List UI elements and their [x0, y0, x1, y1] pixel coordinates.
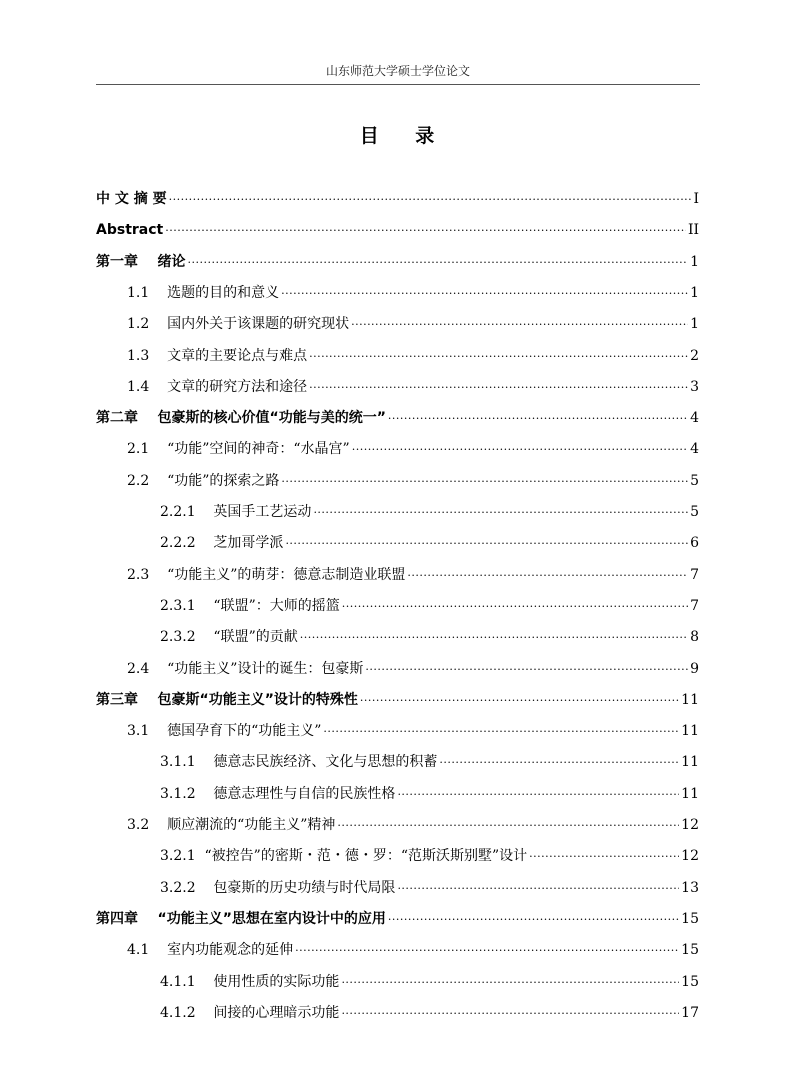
toc-entry-label: 3.1.2 德意志理性与自信的民族性格	[160, 785, 396, 802]
toc-section-entry[interactable]	[127, 648, 699, 678]
toc-leader-dots	[165, 219, 686, 237]
toc-subsection-entry[interactable]	[160, 867, 699, 897]
toc-leader-dots	[295, 939, 679, 957]
toc-page-number: 5	[690, 504, 699, 520]
toc-chapter-entry[interactable]	[96, 898, 699, 928]
toc-page-number: 8	[690, 629, 699, 646]
toc-leader-dots	[169, 188, 692, 206]
toc-entry-label: 1.3 文章的主要论点与难点	[127, 347, 308, 364]
toc-entry-label: 第二章 包豪斯的核心价值“功能与美的统一”	[96, 410, 386, 427]
toc-page-number: II	[687, 222, 699, 239]
toc-page-number: 11	[681, 691, 699, 708]
toc-page-number: 4	[690, 441, 699, 458]
toc-entry-label: Abstract	[96, 222, 164, 239]
toc-subsection-entry[interactable]	[160, 491, 699, 521]
toc-leader-dots	[341, 1002, 679, 1020]
toc-subsection-entry[interactable]	[160, 961, 699, 991]
toc-leader-dots	[309, 345, 688, 363]
toc-leader-dots	[529, 845, 679, 863]
toc-chapter-entry[interactable]	[96, 679, 699, 709]
toc-entry-label: 2.4 “功能主义”设计的诞生：包豪斯	[127, 660, 364, 677]
toc-section-entry[interactable]	[127, 554, 699, 584]
toc-leader-dots	[388, 908, 679, 926]
toc-leader-dots	[360, 689, 679, 707]
toc-chapter-entry[interactable]	[96, 178, 699, 208]
toc-leader-dots	[365, 658, 688, 676]
toc-entry-label: 2.3 “功能主义”的萌芽：德意志制造业联盟	[127, 566, 406, 583]
toc-subsection-entry[interactable]	[160, 992, 699, 1022]
toc-page-number: 1	[690, 316, 699, 333]
toc-subsection-entry[interactable]	[160, 585, 699, 615]
toc-leader-dots	[285, 532, 688, 550]
toc-page-number: 11	[681, 754, 699, 771]
toc-page-number: 6	[690, 535, 699, 552]
toc-page-number: 9	[690, 660, 699, 677]
toc-page-number: 7	[690, 597, 699, 614]
toc-entry-label: 中 文 摘 要	[96, 191, 167, 207]
toc-subsection-entry[interactable]	[160, 773, 699, 803]
toc-entry-label: 第四章 “功能主义”思想在室内设计中的应用	[96, 910, 386, 927]
toc-leader-dots	[397, 877, 679, 895]
toc-entry-label: 3.2 顺应潮流的“功能主义”精神	[127, 817, 336, 833]
toc-entry-label: 1.1 选题的目的和意义	[127, 284, 280, 301]
toc-entry-label: 3.2.2 包豪斯的历史功绩与时代局限	[160, 879, 396, 896]
toc-page-number: 15	[681, 973, 699, 990]
toc-leader-dots	[439, 751, 679, 769]
toc-section-entry[interactable]	[127, 272, 699, 302]
toc-page-number: 12	[681, 848, 699, 865]
toc-leader-dots	[342, 595, 688, 613]
toc-page-number: I	[693, 191, 699, 207]
toc-page-number: 11	[681, 723, 699, 740]
toc-section-entry[interactable]	[127, 366, 699, 396]
toc-leader-dots	[351, 313, 688, 331]
toc-subsection-entry[interactable]	[160, 835, 699, 865]
toc-entry-label: 第三章 包豪斯“功能主义”设计的特殊性	[96, 691, 358, 708]
toc-page-number: 1	[690, 253, 699, 270]
toc-leader-dots	[341, 971, 679, 989]
toc-section-entry[interactable]	[127, 804, 699, 834]
toc-leader-dots	[309, 376, 688, 394]
toc-section-entry[interactable]	[127, 303, 699, 333]
running-header: 山东师范大学硕士学位论文	[325, 64, 470, 78]
toc-leader-dots	[388, 407, 688, 425]
toc-page-number: 4	[690, 410, 699, 427]
toc-title: 目 录	[359, 125, 437, 147]
toc-entry-label: 3.1 德国孕育下的“功能主义”	[127, 723, 322, 740]
toc-page-number: 3	[690, 378, 699, 395]
toc-entry-label: 2.3.2 “联盟”的贡献	[160, 629, 298, 646]
toc-subsection-entry[interactable]	[160, 522, 699, 552]
toc-chapter-entry[interactable]	[96, 397, 699, 427]
toc-page-number: 7	[690, 566, 699, 583]
toc-entry-label: 2.1 “功能”空间的神奇：“水晶宫”	[127, 441, 350, 458]
toc-page-number: 15	[681, 942, 699, 959]
toc-entry-label: 4.1.2 间接的心理暗示功能	[160, 1004, 340, 1021]
toc-leader-dots	[337, 814, 679, 832]
toc-section-entry[interactable]	[127, 710, 699, 740]
toc-leader-dots	[281, 282, 688, 300]
toc-entry-label: 1.2 国内外关于该课题的研究现状	[127, 316, 350, 333]
toc-leader-dots	[407, 564, 688, 582]
toc-entry-label: 4.1 室内功能观念的延伸	[127, 942, 294, 959]
toc-leader-dots	[313, 501, 688, 519]
toc-entry-label: 2.3.1 “联盟”：大师的摇篮	[160, 597, 340, 614]
toc-section-entry[interactable]	[127, 460, 699, 490]
toc-section-entry[interactable]	[127, 335, 699, 365]
toc-page-number: 13	[681, 879, 699, 896]
toc-leader-dots	[300, 626, 688, 644]
toc-page-number: 1	[690, 284, 699, 301]
toc-entry-label: 1.4 文章的研究方法和途径	[127, 378, 308, 395]
toc-subsection-entry[interactable]	[160, 616, 699, 646]
toc-page-number: 5	[690, 472, 699, 489]
header-divider	[96, 84, 700, 85]
toc-entry-label: 2.2.1 英国手工艺运动	[160, 504, 312, 520]
toc-page-number: 17	[681, 1004, 699, 1021]
toc-chapter-entry[interactable]	[96, 241, 699, 271]
toc-page-number: 2	[690, 347, 699, 364]
toc-leader-dots	[323, 720, 679, 738]
toc-leader-dots	[281, 470, 688, 488]
toc-entry-label: 3.2.1 “被控告”的密斯・范・德・罗：“范斯沃斯别墅”设计	[160, 848, 528, 865]
toc-page-number: 15	[681, 910, 699, 927]
toc-entry-label: 第一章 绪论	[96, 253, 186, 270]
toc-entry-label: 4.1.1 使用性质的实际功能	[160, 973, 340, 990]
toc-leader-dots	[188, 251, 689, 269]
toc-leader-dots	[397, 783, 679, 801]
toc-entry-label: 2.2 “功能”的探索之路	[127, 472, 280, 489]
toc-entry-label: 3.1.1 德意志民族经济、文化与思想的积蓄	[160, 754, 438, 771]
toc-subsection-entry[interactable]	[160, 741, 699, 771]
toc-page-number: 12	[681, 817, 699, 833]
toc-chapter-entry[interactable]	[96, 209, 699, 239]
toc-leader-dots	[352, 438, 688, 456]
toc-section-entry[interactable]	[127, 929, 699, 959]
toc-entry-label: 2.2.2 芝加哥学派	[160, 535, 284, 552]
toc-section-entry[interactable]	[127, 428, 699, 458]
toc-page-number: 11	[681, 785, 699, 802]
